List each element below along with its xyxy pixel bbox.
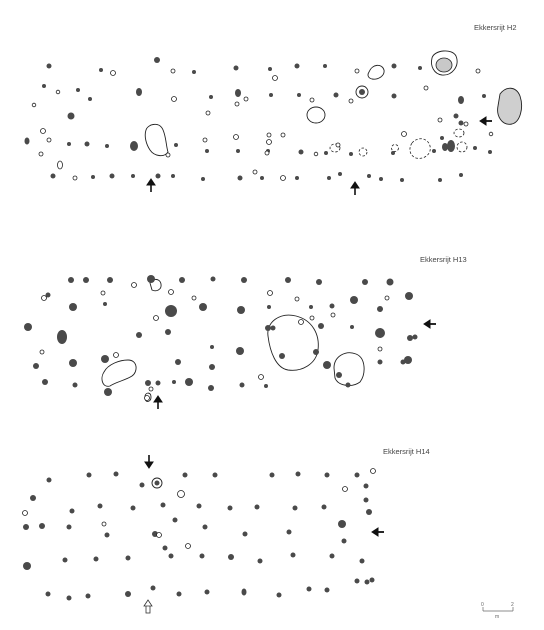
post-hole xyxy=(174,143,178,147)
post-hole xyxy=(447,140,455,152)
post-hole xyxy=(324,151,328,155)
post-hole-open xyxy=(378,347,382,351)
post-hole xyxy=(69,359,77,367)
post-hole xyxy=(131,506,136,511)
plan-h13-title: Ekkersrijt H13 xyxy=(420,255,467,264)
post-hole xyxy=(360,559,365,564)
post-hole-open xyxy=(145,396,150,401)
plan-h2-features xyxy=(145,51,521,158)
post-hole xyxy=(68,113,75,120)
post-hole xyxy=(265,325,271,331)
plan-h14 xyxy=(23,447,430,613)
pit-outline xyxy=(102,360,136,386)
plan-h13-open-postholes xyxy=(40,283,389,401)
post-hole-open xyxy=(281,133,285,137)
post-hole xyxy=(243,532,248,537)
post-hole xyxy=(211,277,216,282)
post-hole xyxy=(87,473,92,478)
post-hole-open xyxy=(253,170,257,174)
pit-outline xyxy=(268,315,318,370)
post-hole xyxy=(269,93,273,97)
post-hole xyxy=(68,277,74,283)
post-hole xyxy=(197,504,202,509)
post-hole xyxy=(338,172,342,176)
post-hole xyxy=(297,93,301,97)
entrance-arrow xyxy=(424,320,436,328)
post-hole-open xyxy=(349,99,353,103)
post-hole-open xyxy=(172,97,177,102)
post-hole xyxy=(323,361,331,369)
plan-h14-postholes xyxy=(23,472,375,601)
post-hole xyxy=(67,525,72,530)
post-hole xyxy=(325,473,330,478)
post-hole xyxy=(327,176,331,180)
pit-outline-dashed xyxy=(392,145,399,152)
post-hole xyxy=(400,178,404,182)
post-hole-open xyxy=(114,353,119,358)
post-hole-open xyxy=(265,151,269,155)
post-hole xyxy=(392,94,397,99)
post-hole-open xyxy=(56,90,60,94)
post-hole xyxy=(83,277,89,283)
post-hole xyxy=(154,57,160,63)
post-hole xyxy=(205,590,210,595)
post-hole-open xyxy=(281,176,286,181)
post-hole xyxy=(295,64,300,69)
post-hole xyxy=(179,277,185,283)
post-hole xyxy=(459,121,464,126)
post-hole xyxy=(156,174,161,179)
post-hole xyxy=(307,587,312,592)
post-hole xyxy=(279,353,285,359)
plan-h2-title: Ekkersrijt H2 xyxy=(474,23,517,32)
post-hole xyxy=(94,557,99,562)
post-hole xyxy=(199,303,207,311)
pit-outline xyxy=(334,353,364,386)
post-hole xyxy=(237,306,245,314)
post-hole xyxy=(136,332,142,338)
post-hole xyxy=(114,472,119,477)
post-hole xyxy=(171,174,175,178)
post-hole xyxy=(234,66,239,71)
post-hole xyxy=(67,142,71,146)
post-hole xyxy=(330,304,335,309)
post-hole xyxy=(23,562,31,570)
post-hole xyxy=(228,554,234,560)
pit-outline-dashed xyxy=(410,139,430,159)
post-hole xyxy=(242,589,247,596)
post-hole xyxy=(413,335,418,340)
pit-outline-dashed xyxy=(454,129,464,137)
post-hole-open xyxy=(267,140,272,145)
post-hole-open xyxy=(102,522,106,526)
post-hole xyxy=(88,97,92,101)
scale-start-label: 0 xyxy=(481,602,484,608)
pit-shaded xyxy=(436,58,452,72)
post-hole-open xyxy=(268,291,273,296)
post-hole xyxy=(438,178,442,182)
post-hole xyxy=(200,554,205,559)
post-hole-open xyxy=(299,320,304,325)
plan-h14-title: Ekkersrijt H14 xyxy=(383,447,430,456)
post-hole xyxy=(161,503,166,508)
post-hole xyxy=(325,588,330,593)
post-hole xyxy=(140,483,145,488)
post-hole xyxy=(338,520,346,528)
post-hole-open xyxy=(39,152,43,156)
post-hole xyxy=(131,174,135,178)
post-hole xyxy=(309,305,313,309)
post-hole xyxy=(213,473,218,478)
post-hole xyxy=(377,306,383,312)
post-hole xyxy=(364,498,369,503)
post-hole-open xyxy=(206,111,210,115)
post-hole xyxy=(313,349,319,355)
entrance-arrow xyxy=(145,455,153,468)
post-hole-open xyxy=(371,469,376,474)
post-hole xyxy=(57,330,67,344)
post-hole xyxy=(169,554,174,559)
post-hole-open xyxy=(385,296,389,300)
scale-end-label: 2 xyxy=(511,602,514,608)
entrance-arrow xyxy=(147,179,155,192)
post-hole-open xyxy=(42,296,47,301)
post-hole xyxy=(387,279,394,286)
post-hole-open xyxy=(47,138,51,142)
post-hole xyxy=(110,174,115,179)
post-hole xyxy=(277,593,282,598)
post-hole xyxy=(201,177,205,181)
post-hole-open xyxy=(314,152,318,156)
post-hole xyxy=(86,594,91,599)
post-hole xyxy=(91,175,95,179)
post-hole-open xyxy=(234,135,239,140)
post-hole xyxy=(145,380,151,386)
post-hole xyxy=(165,305,177,317)
post-hole xyxy=(364,484,369,489)
post-hole-open xyxy=(171,69,175,73)
plan-h13 xyxy=(24,255,467,409)
post-hole xyxy=(23,524,29,530)
post-hole xyxy=(205,149,209,153)
post-hole xyxy=(342,539,347,544)
post-hole xyxy=(255,505,260,510)
post-hole xyxy=(192,70,196,74)
post-hole xyxy=(228,506,233,511)
post-hole xyxy=(185,378,193,386)
post-hole xyxy=(365,580,370,585)
post-hole xyxy=(405,292,413,300)
post-hole-open xyxy=(73,176,77,180)
post-hole xyxy=(370,578,375,583)
post-hole xyxy=(33,363,39,369)
post-hole xyxy=(440,136,444,140)
post-hole xyxy=(401,360,406,365)
post-hole-open xyxy=(101,291,105,295)
post-hole xyxy=(165,329,171,335)
pit-outline xyxy=(368,65,384,79)
post-hole xyxy=(173,518,178,523)
post-hole xyxy=(107,277,113,283)
post-hole xyxy=(346,383,351,388)
scale-unit-label: m xyxy=(495,614,500,620)
post-hole xyxy=(70,509,75,514)
post-hole xyxy=(155,481,160,486)
post-hole-open xyxy=(273,76,278,81)
plan-h13-postholes xyxy=(24,275,418,396)
post-hole xyxy=(236,347,244,355)
post-hole xyxy=(322,505,327,510)
post-hole xyxy=(42,379,48,385)
post-hole xyxy=(130,141,138,151)
post-hole-open xyxy=(424,86,428,90)
post-hole xyxy=(208,385,214,391)
post-hole xyxy=(359,89,365,95)
post-hole xyxy=(349,152,353,156)
post-hole xyxy=(418,66,422,70)
post-hole-open xyxy=(32,103,36,107)
post-hole xyxy=(241,277,247,283)
post-hole-open xyxy=(169,290,174,295)
post-hole-open xyxy=(58,161,63,169)
plan-h13-arrows xyxy=(154,320,436,409)
post-hole-open xyxy=(464,122,468,126)
post-hole xyxy=(156,381,161,386)
post-hole xyxy=(260,176,264,180)
post-hole xyxy=(42,84,46,88)
post-hole-open xyxy=(310,98,314,102)
post-hole xyxy=(336,372,342,378)
post-hole-open xyxy=(336,143,340,147)
post-hole-open xyxy=(132,283,137,288)
post-hole xyxy=(105,144,109,148)
plan-h13-features xyxy=(102,279,364,401)
post-hole xyxy=(236,149,240,153)
post-hole xyxy=(39,523,45,529)
post-hole xyxy=(367,174,371,178)
post-hole-open xyxy=(178,491,185,498)
entrance-arrow xyxy=(351,182,359,195)
post-hole xyxy=(85,142,90,147)
post-hole xyxy=(63,558,68,563)
post-hole-open xyxy=(244,97,248,101)
plan-h2-postholes xyxy=(25,57,493,182)
post-hole xyxy=(183,473,188,478)
post-hole xyxy=(76,88,80,92)
post-hole xyxy=(136,88,142,96)
post-hole xyxy=(291,553,296,558)
post-hole xyxy=(296,472,301,477)
post-hole xyxy=(442,143,448,151)
post-hole xyxy=(392,64,397,69)
post-hole-open xyxy=(40,350,44,354)
post-hole-open xyxy=(111,71,116,76)
post-hole xyxy=(163,546,168,551)
post-hole-open xyxy=(186,544,191,549)
post-hole xyxy=(318,323,324,329)
post-hole xyxy=(238,176,243,181)
post-hole xyxy=(379,177,383,181)
post-hole xyxy=(459,173,463,177)
pit-outline-dashed xyxy=(457,142,467,152)
post-hole xyxy=(105,533,110,538)
post-hole xyxy=(103,302,107,306)
post-hole xyxy=(47,64,52,69)
post-hole xyxy=(350,296,358,304)
post-hole-open xyxy=(476,69,480,73)
post-hole-open xyxy=(166,153,170,157)
post-hole-open xyxy=(23,511,28,516)
post-hole-open xyxy=(343,487,348,492)
post-hole xyxy=(235,89,241,97)
post-hole xyxy=(295,176,299,180)
post-hole xyxy=(175,359,181,365)
post-hole xyxy=(47,478,52,483)
post-hole xyxy=(355,473,360,478)
post-hole xyxy=(104,388,112,396)
post-hole-open xyxy=(355,69,359,73)
plan-h14-arrows xyxy=(144,455,384,613)
post-hole xyxy=(407,335,413,341)
post-hole xyxy=(240,383,245,388)
post-hole xyxy=(293,506,298,511)
post-hole xyxy=(334,93,339,98)
post-hole-open xyxy=(331,313,335,317)
post-hole xyxy=(458,96,464,104)
post-hole xyxy=(46,592,51,597)
post-hole-open xyxy=(402,132,407,137)
plan-h2 xyxy=(25,23,522,195)
post-hole xyxy=(203,525,208,530)
post-hole-open xyxy=(267,133,271,137)
pit-outline-dashed xyxy=(359,148,367,156)
post-hole xyxy=(482,94,486,98)
post-hole-open xyxy=(192,296,196,300)
pit-outline xyxy=(307,107,325,123)
post-hole xyxy=(209,364,215,370)
entrance-arrow xyxy=(480,117,492,125)
entrance-arrow xyxy=(154,396,162,409)
post-hole xyxy=(24,323,32,331)
post-hole-open xyxy=(157,533,162,538)
post-hole xyxy=(172,380,176,384)
post-hole xyxy=(73,383,78,388)
post-hole xyxy=(473,146,477,150)
post-hole xyxy=(391,151,395,155)
post-hole xyxy=(271,326,276,331)
post-hole xyxy=(30,495,36,501)
post-hole xyxy=(362,279,368,285)
post-hole xyxy=(323,64,327,68)
post-hole xyxy=(177,592,182,597)
scale-bar xyxy=(481,602,514,620)
post-hole-open xyxy=(235,102,239,106)
post-hole xyxy=(432,149,436,153)
post-hole xyxy=(147,275,155,283)
post-hole xyxy=(267,305,271,309)
post-hole-open xyxy=(154,316,159,321)
post-hole xyxy=(126,556,131,561)
pit-shaded xyxy=(498,88,522,124)
entrance-arrow xyxy=(372,528,384,536)
post-hole xyxy=(299,150,304,155)
post-hole xyxy=(99,68,103,72)
post-hole-open xyxy=(438,118,442,122)
post-hole-open xyxy=(489,132,493,136)
post-hole xyxy=(67,596,72,601)
post-hole xyxy=(350,325,354,329)
pit-outline xyxy=(145,124,168,155)
post-hole-open xyxy=(149,387,153,391)
post-hole xyxy=(69,303,77,311)
post-hole xyxy=(264,384,268,388)
post-hole xyxy=(454,114,459,119)
post-hole xyxy=(270,473,275,478)
post-hole xyxy=(366,509,372,515)
post-hole-open xyxy=(310,316,314,320)
post-hole xyxy=(51,174,56,179)
post-hole-open xyxy=(203,138,207,142)
plan-h2-open-postholes xyxy=(32,69,493,181)
post-hole xyxy=(287,530,292,535)
post-hole xyxy=(101,355,109,363)
post-hole-open xyxy=(295,297,299,301)
post-hole-open xyxy=(259,375,264,380)
post-hole xyxy=(25,138,30,145)
post-hole xyxy=(378,360,383,365)
post-hole xyxy=(330,554,335,559)
post-hole-open xyxy=(41,129,46,134)
entrance-arrow-open xyxy=(144,600,152,613)
post-hole xyxy=(209,95,213,99)
post-hole xyxy=(151,586,156,591)
post-hole xyxy=(98,504,103,509)
post-hole xyxy=(285,277,291,283)
post-hole xyxy=(125,591,131,597)
plan-h14-features xyxy=(152,478,162,488)
post-hole xyxy=(316,279,322,285)
post-hole xyxy=(375,328,385,338)
post-hole xyxy=(210,345,214,349)
post-hole xyxy=(355,579,360,584)
post-hole xyxy=(258,559,263,564)
post-hole xyxy=(488,150,492,154)
post-hole xyxy=(268,67,272,71)
plan-h2-arrows xyxy=(147,117,492,195)
